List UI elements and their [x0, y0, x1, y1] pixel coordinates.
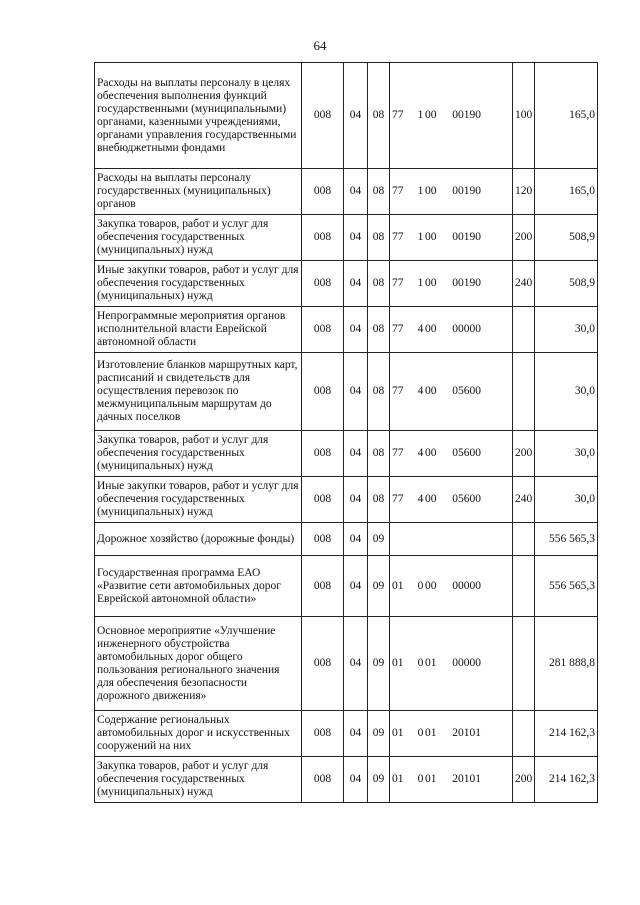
target-direction-code: 00000	[452, 579, 481, 592]
subsection-code-cell: 09	[368, 556, 390, 617]
target-subprogram-code: 1	[417, 185, 424, 197]
subsection-code-cell: 08	[368, 215, 390, 261]
target-program-code: 77	[392, 185, 404, 197]
target-program-code: 77	[392, 447, 404, 459]
target-article-cell	[390, 617, 513, 711]
target-subprogram-code: 4	[417, 385, 424, 397]
target-event-code: 00	[425, 493, 437, 505]
expense-type-cell: 100	[513, 63, 535, 169]
expense-type-cell	[513, 353, 535, 431]
target-program-code: 01	[392, 657, 404, 669]
table-row	[95, 63, 598, 169]
amount-cell: 30,0	[535, 307, 598, 353]
target-program-code: 77	[392, 385, 404, 397]
target-subprogram-code: 4	[417, 323, 424, 335]
amount-cell: 556 565,3	[535, 556, 598, 617]
amount-cell: 30,0	[535, 477, 598, 523]
target-event-code: 00	[425, 231, 437, 243]
expense-type-cell	[513, 711, 535, 757]
target-direction-code: 00190	[452, 277, 481, 289]
target-subprogram-code: 0	[417, 773, 424, 785]
ministry-code-cell: 008	[302, 215, 344, 261]
item-name-cell: Закупка товаров, работ и услуг для обеспечения государственных (муниципальных) нужд	[95, 431, 302, 477]
target-subprogram-code: 0	[417, 657, 424, 669]
target-article-cell	[390, 63, 513, 169]
table-row	[95, 617, 598, 711]
table-row	[95, 711, 598, 757]
subsection-code-cell: 08	[368, 477, 390, 523]
ministry-code-cell: 008	[302, 556, 344, 617]
section-code-cell: 04	[344, 617, 368, 711]
ministry-code-cell: 008	[302, 63, 344, 169]
item-name-cell: Изготовление бланков маршрутных карт, расписаний и свидетельств для осуществления перевозок по межмуниципальным маршрутам до дачных поселков	[95, 353, 302, 431]
table-row	[95, 523, 598, 556]
target-subprogram-code: 1	[417, 277, 424, 289]
table-row	[95, 477, 598, 523]
table-row	[95, 307, 598, 353]
target-subprogram-code: 0	[417, 579, 424, 592]
target-direction-code: 00000	[452, 323, 481, 335]
section-code-cell: 04	[344, 215, 368, 261]
section-code-cell: 04	[344, 307, 368, 353]
ministry-code-cell: 008	[302, 169, 344, 215]
section-code-cell: 04	[344, 477, 368, 523]
subsection-code-cell: 08	[368, 169, 390, 215]
target-subprogram-code: 1	[417, 231, 424, 243]
target-article-cell	[390, 215, 513, 261]
target-event-code: 00	[425, 579, 437, 592]
page-number: 64	[313, 38, 327, 53]
subsection-code-cell: 08	[368, 353, 390, 431]
item-name-cell: Содержание региональных автомобильных дорог и искусственных сооружений на них	[95, 711, 302, 757]
section-code-cell: 04	[344, 353, 368, 431]
target-article-cell	[390, 757, 513, 803]
target-subprogram-code: 4	[417, 493, 424, 505]
expense-type-cell: 240	[513, 477, 535, 523]
target-direction-code: 05600	[452, 493, 481, 505]
target-article-cell	[390, 169, 513, 215]
subsection-code-cell: 09	[368, 711, 390, 757]
subsection-code-cell: 08	[368, 63, 390, 169]
item-name-cell: Закупка товаров, работ и услуг для обеспечения государственных (муниципальных) нужд	[95, 215, 302, 261]
ministry-code-cell: 008	[302, 477, 344, 523]
amount-cell: 214 162,3	[535, 711, 598, 757]
subsection-code-cell: 08	[368, 261, 390, 307]
target-event-code: 01	[425, 773, 437, 785]
target-program-code: 77	[392, 493, 404, 505]
expense-type-cell: 200	[513, 757, 535, 803]
target-event-code: 00	[425, 385, 437, 397]
target-article-cell	[390, 477, 513, 523]
table-row	[95, 556, 598, 617]
table-row	[95, 353, 598, 431]
item-name-cell: Расходы на выплаты персоналу в целях обеспечения выполнения функций государственными (муниципальными) органами, казенными учреждениями, органами управления государственными внебюджетными фондами	[95, 63, 302, 169]
expense-type-cell: 200	[513, 215, 535, 261]
target-program-code: 01	[392, 773, 404, 785]
item-name-cell: Непрограммные мероприятия органов исполнительной власти Еврейской автономной области	[95, 307, 302, 353]
item-name-cell: Расходы на выплаты персоналу государственных (муниципальных) органов	[95, 169, 302, 215]
target-event-code: 00	[425, 323, 437, 335]
section-code-cell: 04	[344, 711, 368, 757]
ministry-code-cell: 008	[302, 523, 344, 556]
target-event-code: 00	[425, 447, 437, 459]
target-program-code: 01	[392, 727, 404, 739]
section-code-cell: 04	[344, 757, 368, 803]
target-subprogram-code: 1	[417, 109, 424, 121]
amount-cell: 165,0	[535, 63, 598, 169]
item-name-cell: Иные закупки товаров, работ и услуг для обеспечения государственных (муниципальных) нужд	[95, 261, 302, 307]
target-article-cell	[390, 261, 513, 307]
subsection-code-cell: 09	[368, 523, 390, 556]
section-code-cell: 04	[344, 261, 368, 307]
ministry-code-cell: 008	[302, 307, 344, 353]
subsection-code-cell: 09	[368, 757, 390, 803]
item-name-cell: Иные закупки товаров, работ и услуг для обеспечения государственных (муниципальных) нужд	[95, 477, 302, 523]
target-direction-code: 00190	[452, 231, 481, 243]
amount-cell: 30,0	[535, 431, 598, 477]
expense-type-cell	[513, 556, 535, 617]
target-article-cell	[390, 523, 513, 556]
subsection-code-cell: 08	[368, 431, 390, 477]
target-article-cell	[390, 431, 513, 477]
section-code-cell: 04	[344, 169, 368, 215]
target-event-code: 00	[425, 185, 437, 197]
target-subprogram-code: 0	[417, 727, 424, 739]
expense-type-cell: 240	[513, 261, 535, 307]
target-program-code: 77	[392, 323, 404, 335]
target-article-cell	[390, 711, 513, 757]
item-name-cell: Дорожное хозяйство (дорожные фонды)	[95, 523, 302, 556]
target-direction-code: 00000	[452, 657, 481, 669]
subsection-code-cell: 08	[368, 307, 390, 353]
target-program-code: 77	[392, 231, 404, 243]
amount-cell: 214 162,3	[535, 757, 598, 803]
subsection-code-cell: 09	[368, 617, 390, 711]
amount-cell: 508,9	[535, 215, 598, 261]
target-direction-code: 05600	[452, 447, 481, 459]
target-direction-code: 20101	[452, 773, 481, 785]
ministry-code-cell: 008	[302, 353, 344, 431]
target-event-code: 00	[425, 109, 437, 121]
section-code-cell: 04	[344, 523, 368, 556]
ministry-code-cell: 008	[302, 617, 344, 711]
section-code-cell: 04	[344, 556, 368, 617]
target-article-cell	[390, 353, 513, 431]
ministry-code-cell: 008	[302, 757, 344, 803]
amount-cell: 508,9	[535, 261, 598, 307]
expense-type-cell: 120	[513, 169, 535, 215]
ministry-code-cell: 008	[302, 261, 344, 307]
target-event-code: 00	[425, 277, 437, 289]
section-code-cell: 04	[344, 431, 368, 477]
target-direction-code: 00190	[452, 185, 481, 197]
target-direction-code: 20101	[452, 727, 481, 739]
item-name-cell: Государственная программа ЕАО «Развитие сети автомобильных дорог Еврейской автономной области»	[95, 556, 302, 617]
item-name-cell: Основное мероприятие «Улучшение инженерного обустройства автомобильных дорог общего пользования регионального значения для обеспечения безопасности дорожного движения»	[95, 617, 302, 711]
budget-table-body	[95, 63, 598, 803]
ministry-code-cell: 008	[302, 711, 344, 757]
target-direction-code: 00190	[452, 109, 481, 121]
item-name-cell: Закупка товаров, работ и услуг для обеспечения государственных (муниципальных) нужд	[95, 757, 302, 803]
table-row	[95, 215, 598, 261]
amount-cell: 281 888,8	[535, 617, 598, 711]
table-row	[95, 169, 598, 215]
expense-type-cell	[513, 523, 535, 556]
expense-type-cell	[513, 307, 535, 353]
table-row	[95, 431, 598, 477]
ministry-code-cell: 008	[302, 431, 344, 477]
target-article-cell	[390, 307, 513, 353]
expense-type-cell	[513, 617, 535, 711]
target-article-cell	[390, 556, 513, 617]
target-program-code: 77	[392, 109, 404, 121]
amount-cell: 556 565,3	[535, 523, 598, 556]
target-program-code: 01	[392, 579, 404, 592]
amount-cell: 30,0	[535, 353, 598, 431]
target-event-code: 01	[425, 657, 437, 669]
expense-type-cell: 200	[513, 431, 535, 477]
table-row	[95, 261, 598, 307]
target-subprogram-code: 4	[417, 447, 424, 459]
target-direction-code: 05600	[452, 385, 481, 397]
budget-table	[94, 62, 598, 803]
amount-cell: 165,0	[535, 169, 598, 215]
target-event-code: 01	[425, 727, 437, 739]
table-row	[95, 757, 598, 803]
section-code-cell: 04	[344, 63, 368, 169]
target-program-code: 77	[392, 277, 404, 289]
